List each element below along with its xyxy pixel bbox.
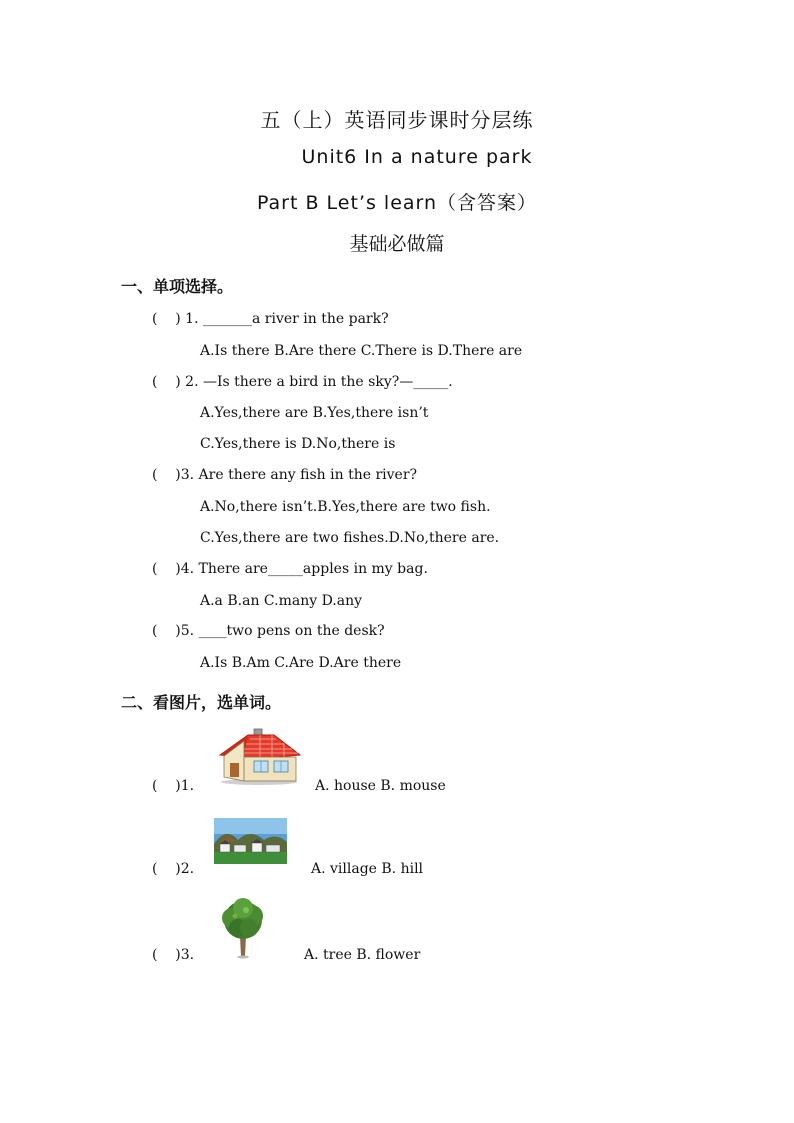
question-3-options-b: C.Yes,there are two fishes.D.No,there are. [200,530,500,546]
tree-icon [218,898,268,960]
level-title: 基础必做篇 [349,233,445,255]
picture-question-3: ( )3. [152,947,195,963]
question-5: ( )5. ____two pens on the desk? [152,623,385,639]
question-4: ( )4. There are_____apples in my bag. [152,561,428,577]
section2-heading: 二、看图片，选单词。 [121,693,282,712]
house-icon [214,727,304,785]
picture-question-2-options: A. village B. hill [311,861,424,877]
question-3: ( )3. Are there any fish in the river? [152,467,418,483]
question-4-options: A.a B.an C.many D.any [200,593,363,609]
question-1: ( ) 1. _______a river in the park? [152,311,389,327]
question-3-options-a: A.No,there isn’t.B.Yes,there are two fish. [200,499,491,515]
picture-question-1-options: A. house B. mouse [315,778,446,794]
question-1-options: A.Is there B.Are there C.There is D.There are [200,343,523,359]
picture-question-1: ( )1. [152,778,195,794]
section1-heading: 一、单项选择。 [121,277,234,296]
question-2-options-a: A.Yes,there are B.Yes,there isn’t [200,405,429,421]
picture-question-3-options: A. tree B. flower [304,947,421,963]
picture-question-2: ( )2. [152,861,195,877]
question-5-options: A.Is B.Am C.Are D.Are there [200,655,402,671]
village-icon [214,818,287,864]
unit-title: Unit6 In a nature park [301,146,533,168]
page-title: 五（上）英语同步课时分层练 [260,108,534,132]
question-2-options-b: C.Yes,there is D.No,there is [200,436,396,452]
question-2: ( ) 2. —Is there a bird in the sky?—_____. [152,374,453,390]
part-title: Part B Let’s learn（含答案） [256,192,538,214]
